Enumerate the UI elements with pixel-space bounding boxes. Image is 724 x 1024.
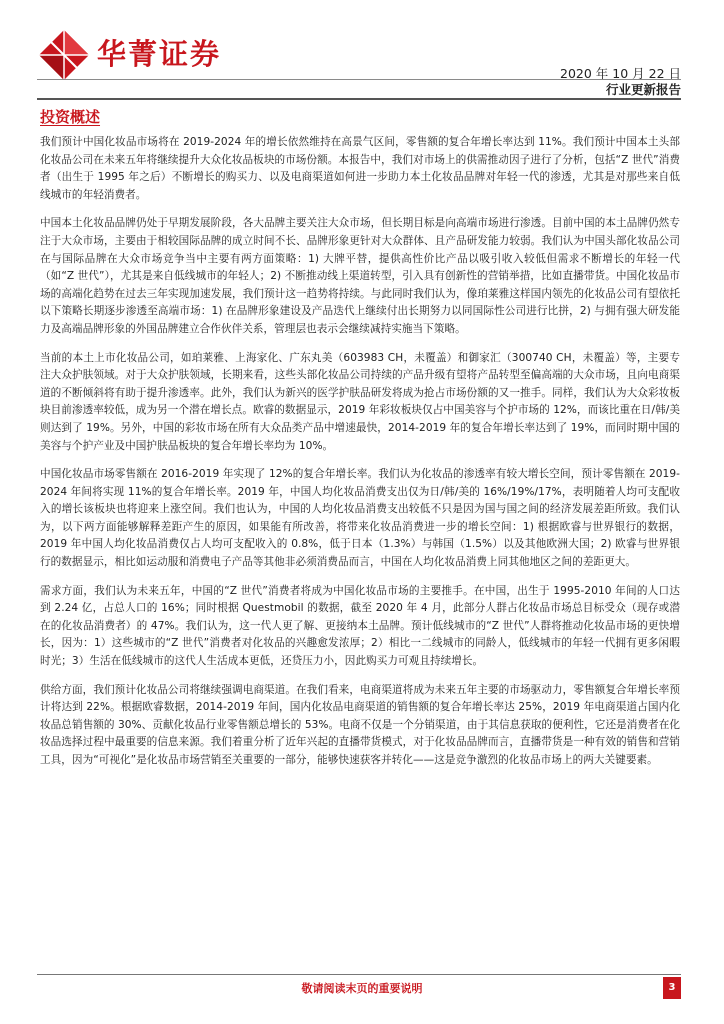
paragraph: 我们预计中国化妆品市场将在 2019-2024 年的增长依然维持在高景气区间，零售额的复合年增长率达到 11%。我们预计中国本土头部化妆品公司在未来五年将继续提升大众化妆品板块的市场份额。本报告中，我们对市场上的供需推动因子进行了分析，包括“Z 世代”消费者（出生于 1995 年之后）不断增长的购买力、以及电商渠道如何进一步助力本土化妆品品牌对年轻一代的渗透，尤其是对那些来自低线城市的年轻消费者。 bbox=[40, 136, 680, 201]
paragraph: 中国本土化妆品品牌仍处于早期发展阶段，各大品牌主要关注大众市场，但长期目标是向高端市场进行渗透。目前中国的本土品牌仍然专注于大众市场，主要由于相较国际品牌的成立时间不长、品牌形象更针对大众群体、且产品研发能力较弱。我们认为中国头部化妆品公司在与国际品牌在大众市场竞争当中主要有两方面策略：1) 大牌平替，提供高性价比产品以吸引收入较低但需求不断增长的年轻一代（如“Z 世代”），尤其是来自低线城市的年轻人；2) 不断推动线上渠道转型，引入具有创新性的营销举措，比如直播带货。中国化妆品市场的高端化趋势在过去三年实现加速发展，我们预计这一趋势将持续。与此同时我们认为，像珀莱雅这样国内领先的化妆品公司有望依托以下策略长期逐步渗透至高端市场：1) 在品牌形象建设及产品迭代上继续付出长期努力以同国际性公司进行比拼，2) 与拥有强大研发能力及高端品牌形象的外国品牌建立合作伙伴关系，管理层也表示会继续减持实施当下策略。 bbox=[40, 217, 680, 335]
logo-mark-icon bbox=[37, 28, 91, 82]
disclaimer-note: 敬请阅读末页的重要说明 bbox=[301, 982, 423, 995]
page-number: 3 bbox=[663, 977, 681, 999]
body-content bbox=[40, 134, 680, 781]
report-date: 2020 年 10 月 22 日 bbox=[560, 66, 681, 81]
paragraph: 当前的本土上市化妆品公司，如珀莱雅、上海家化、广东丸美（603983 CH，未覆盖）和御家汇（300740 CH，未覆盖）等，主要专注大众护肤领域。对于大众护肤领域，长期来看，这些头部化妆品公司持续的产品升级有望将产品转型至偏高端的大众市场，且向电商渠道的不断倾斜将有助于提升渗透率。此外，我们认为新兴的医学护肤品研发将成为抢占市场份额的又一推手。同样，我们认为大众彩妆板块目前渗透率较低，成为另一个潜在增长点。欧睿的数据显示，2019 年彩妆板块仅占中国美容与个护市场的 12%，而该比重在日/韩/美则达到了 19%。另外，中国的彩妆市场在所有大众品类产品中增速最快，2014-2019 年的复合年增长率达到了 19%，而同时期中国的美容与个护产业及中国护肤品板块的复合年增长率均为 10%。 bbox=[40, 351, 680, 452]
section-title: 投资概述 bbox=[40, 108, 101, 126]
report-type: 行业更新报告 bbox=[605, 82, 681, 97]
paragraph: 需求方面，我们认为未来五年，中国的“Z 世代”消费者将成为中国化妆品市场的主要推手。在中国，出生于 1995-2010 年间的人口达到 2.24 亿，占总人口的 16%；同时根据 Questmobil 的数据，截至 2020 年 4 月，此部分人群占化妆品市场总目标受众（现存或潜在的化妆品消费者）的 47%。我们认为，这一代人更了解、更接纳本土品牌。预计低线城市的“Z 世代”人群将推动化妆品市场的更快增长，因为：1）这些城市的“Z 世代”消费者对化妆品的兴趣愈发浓厚；2）相比一二线城市的同龄人，低线城市的年轻一代拥有更多闲暇时光；3）生活在低线城市的这代人生活成本更低，还贷压力小，因此购买力可观且持续增长。 bbox=[40, 584, 680, 668]
header-divider-thick bbox=[37, 98, 681, 100]
header-divider bbox=[37, 79, 681, 80]
company-logo bbox=[37, 28, 227, 82]
company-name: 华菁证券 bbox=[97, 37, 222, 71]
paragraph: 供给方面，我们预计化妆品公司将继续强调电商渠道。在我们看来，电商渠道将成为未来五年主要的市场驱动力，零售额复合年增长率预计将达到 22%。根据欧睿数据，2014-2019 年间，国内化妆品电商渠道的销售额的复合年增长率达 25%，2019 年电商渠道占国内化妆品总销售额的 30%、贡献化妆品行业零售额总增长的 53%。电商不仅是一个分销渠道，由于其信息获取的便利性，它还是消费者在化妆品选择过程中最重要的信息来源。我们着重分析了近年兴起的直播带货模式，对于化妆品品牌而言，直播带货是一种有效的销售和营销工具，因为“可视化”是化妆品市场营销至关重要的一部分，能够快速获客并转化——这是竞争激烈的化妆品市场上的两大关键要素。 bbox=[40, 683, 680, 766]
footer-divider bbox=[37, 974, 681, 975]
paragraph: 中国化妆品市场零售额在 2016-2019 年实现了 12%的复合年增长率。我们认为化妆品的渗透率有较大增长空间，预计零售额在 2019-2024 年间将实现 11%的复合年增长率。2019 年，中国人均化妆品消费支出仅为日/韩/美的 16%/19%/17%，表明随着人均可支配收入的增长该板块也将迎来上涨空间。我们也认为，中国的人均化妆品消费支出较低不只是因为国与国之间的经济发展差距所致。我们认为，以下两方面能够解释差距产生的原因，如果能有所改善，将带来化妆品消费进一步的增长空间：1) 根据欧睿与世界银行的数据，2019 年中国人均化妆品消费仅占人均可支配收入的 0.8%，低于日本（1.3%）与韩国（1.5%）以及其他欧洲大国；2) 欧睿与世界银行的数据显示，相比如运动服和消费电子产品等其他非必须消费品而言，中国在人均化妆品消费上同其他地区之间的差距更大。 bbox=[40, 468, 680, 569]
